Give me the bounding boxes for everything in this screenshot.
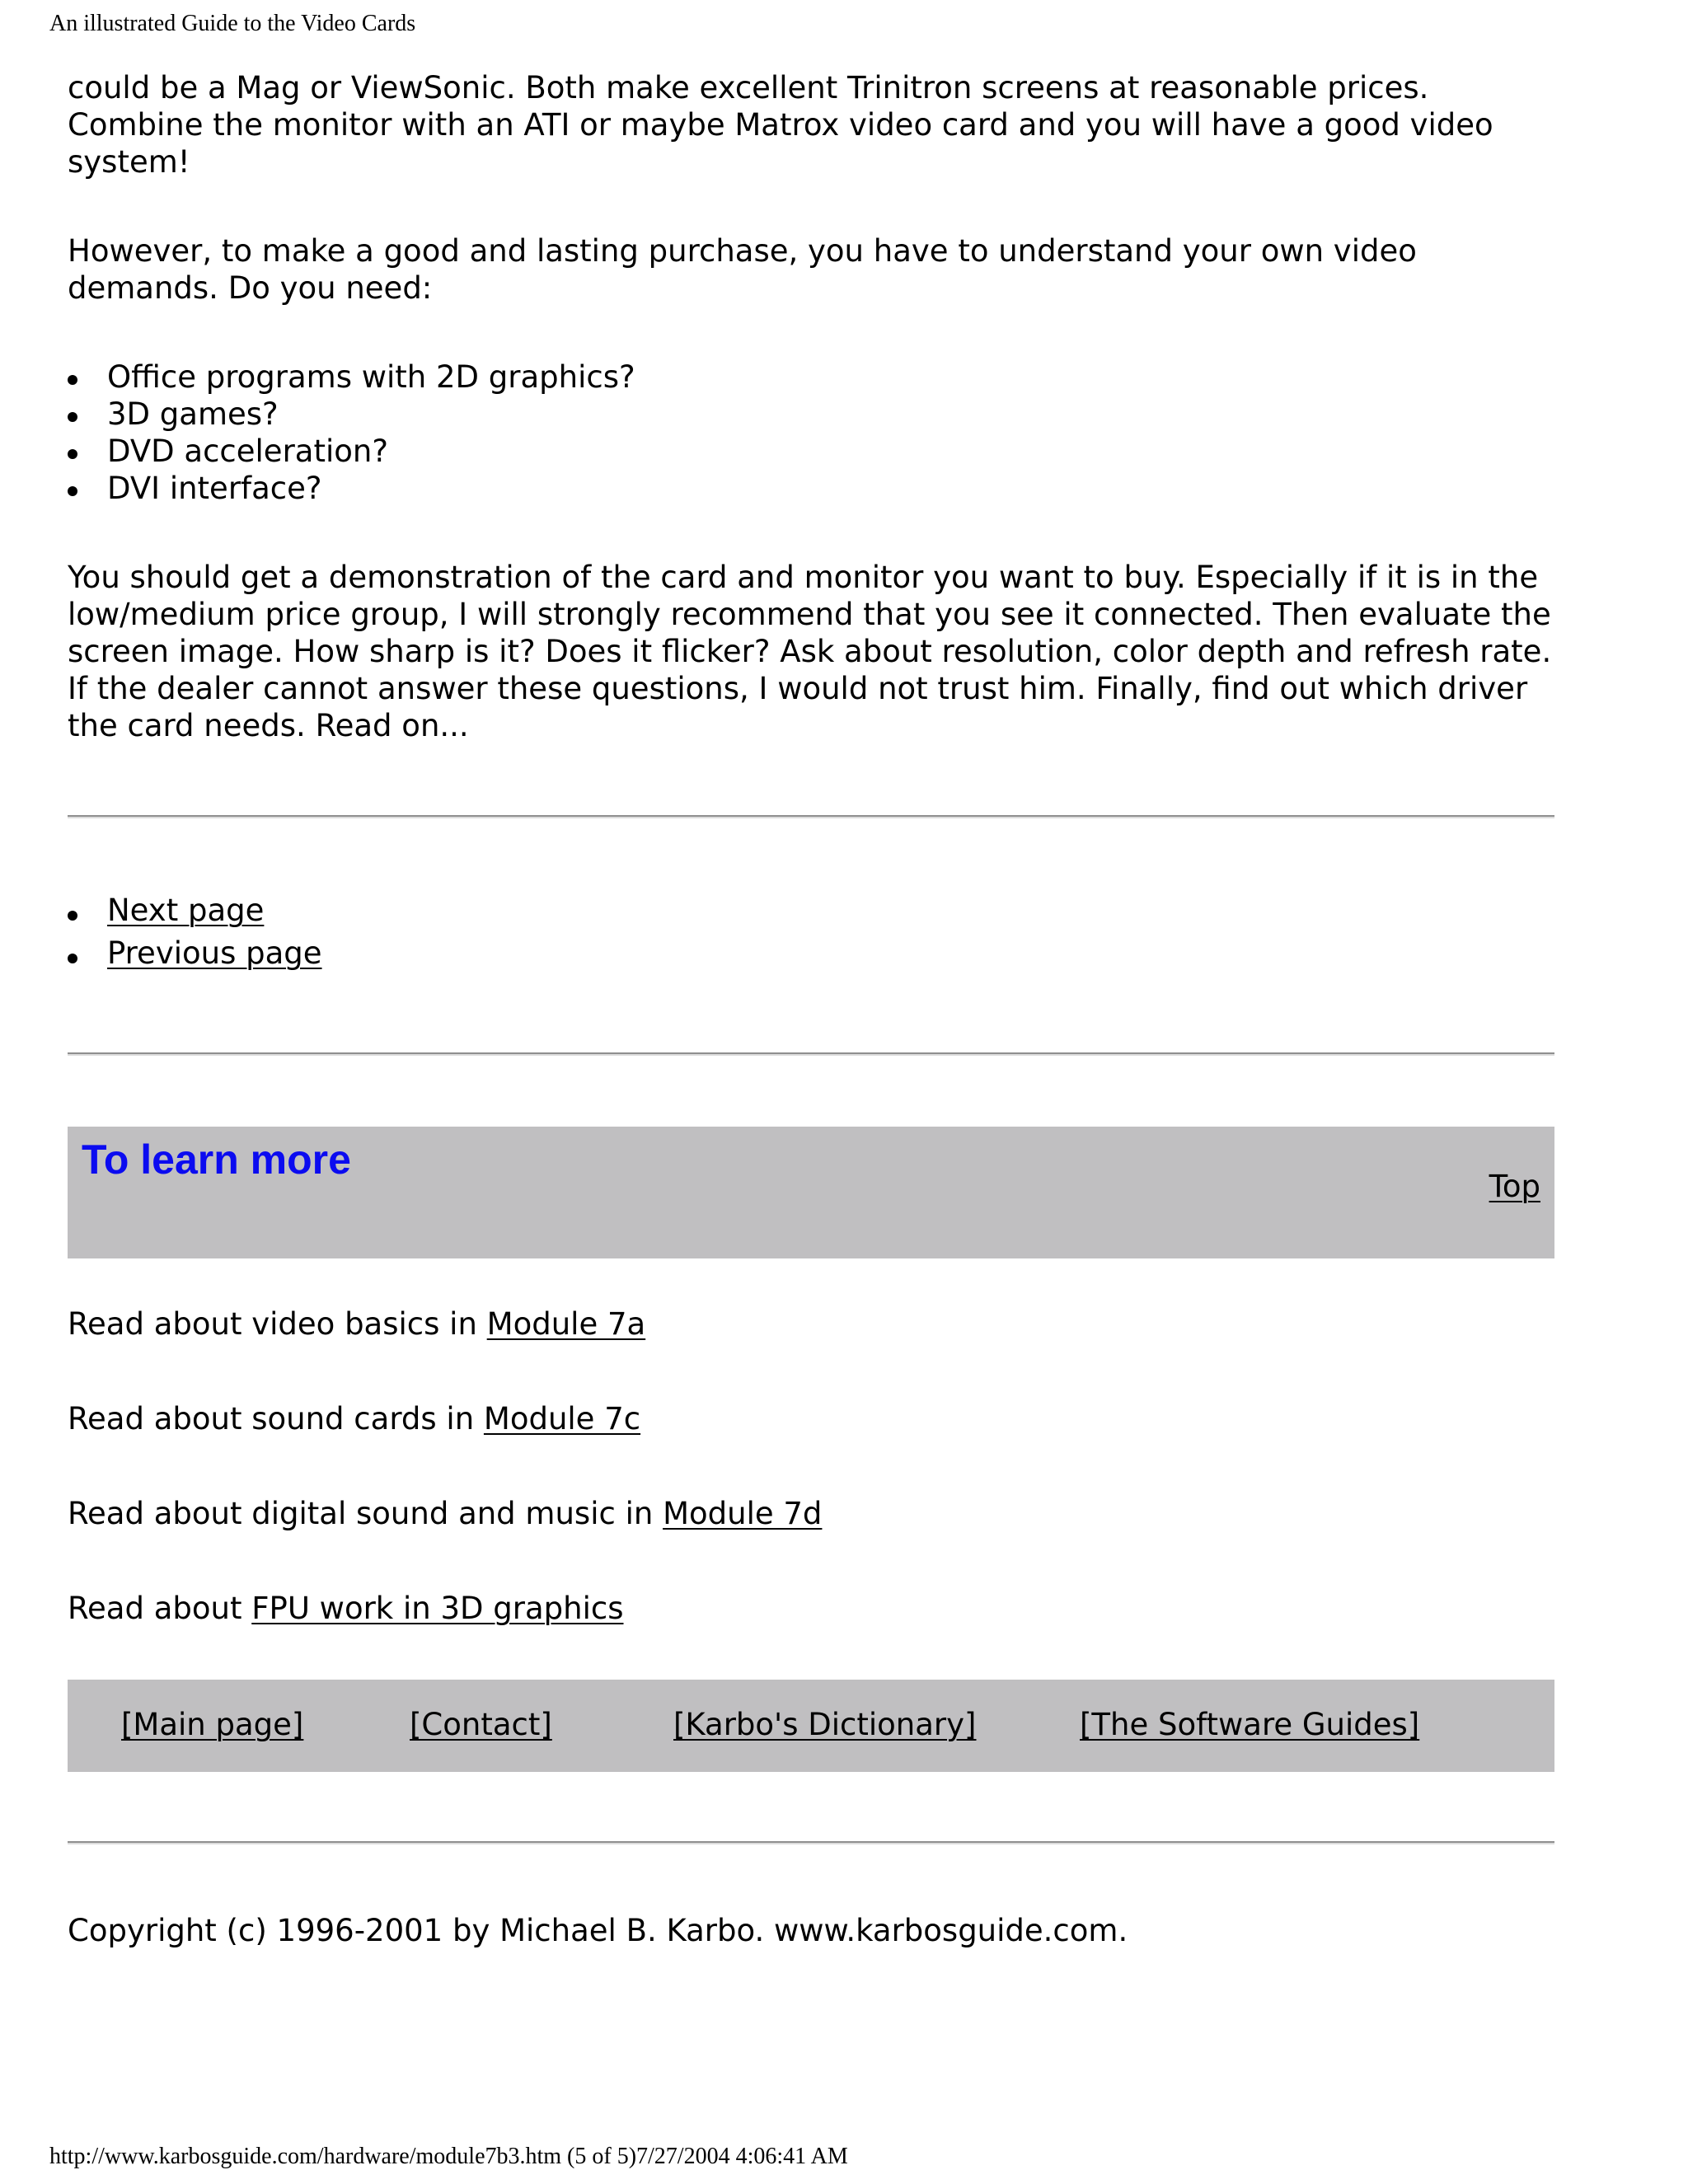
software-guides-link-text[interactable]: [The Software Guides]: [1080, 1707, 1420, 1742]
list-item: [68, 396, 1554, 433]
learn-more-item: [68, 1590, 1554, 1627]
list-item: [68, 359, 1554, 396]
learn-more-header: [68, 1127, 1554, 1258]
module-7c-link[interactable]: Module 7c: [483, 1401, 641, 1436]
fpu-3d-graphics-link[interactable]: FPU work in 3D graphics: [251, 1591, 624, 1626]
learn-more-item: [68, 1495, 1554, 1532]
top-link[interactable]: Top: [1489, 1169, 1540, 1204]
software-guides-link[interactable]: [1080, 1706, 1419, 1743]
bullet-icon: [68, 954, 77, 963]
list-item: [68, 433, 1554, 470]
module-7a-link[interactable]: Module 7a: [486, 1306, 646, 1342]
learn-more-item: [68, 1400, 1554, 1437]
copyright: Copyright (c) 1996-2001 by Michael B. Karbo. www.karbosguide.com.: [68, 1913, 1128, 1948]
bullet-icon: [68, 486, 77, 496]
main-page-link[interactable]: [121, 1706, 303, 1743]
intro-paragraph-1: could be a Mag or ViewSonic. Both make excellent Trinitron screens at reasonable prices. Combine the monitor with an ATI or maybe Matrox video card and you will have a good video system!: [68, 70, 1493, 180]
contact-link[interactable]: [410, 1706, 552, 1743]
list-item: [68, 470, 1554, 507]
page-nav-list: [68, 889, 1554, 975]
bullet-icon: [68, 449, 77, 459]
list-item-label: DVI interface?: [107, 471, 322, 506]
next-page-link[interactable]: Next page: [107, 893, 265, 928]
main-page-link-text[interactable]: [Main page]: [121, 1707, 304, 1742]
intro-paragraph-2: However, to make a good and lasting purchase, you have to understand your own video demands. Do you need:: [68, 233, 1417, 306]
list-item-label: Office programs with 2D graphics?: [107, 359, 635, 395]
learn-more-item: [68, 1305, 1554, 1343]
learn-more-item-prefix: Read about video basics in: [68, 1306, 487, 1342]
dictionary-link[interactable]: [673, 1706, 976, 1743]
list-item-label: DVD acceleration?: [107, 434, 388, 469]
needs-list: [68, 359, 1554, 507]
print-footer: http://www.karbosguide.com/hardware/module7b3.htm (5 of 5)7/27/2004 4:06:41 AM: [49, 2144, 848, 2169]
main-content: [68, 69, 1554, 1949]
module-7d-link[interactable]: Module 7d: [663, 1496, 823, 1531]
footer-nav-bar: [68, 1680, 1554, 1772]
dictionary-link-text[interactable]: [Karbo's Dictionary]: [673, 1707, 977, 1742]
learn-more-item-prefix: Read about: [68, 1591, 252, 1626]
bullet-icon: [68, 412, 77, 422]
print-header: An illustrated Guide to the Video Cards: [49, 11, 416, 36]
learn-more-item-prefix: Read about digital sound and music in: [68, 1496, 663, 1531]
intro-paragraph-3: You should get a demonstration of the card and monitor you want to buy. Especially if it is in the low/medium price group, I will strongly recommend that you see it connected. Then evaluate the screen image. How sharp is it? Does it flicker? Ask about resolution, color depth and refresh rate. If the dealer cannot answer these questions, I would not trust him. Finally, find out which driver the card needs. Read on...: [68, 560, 1552, 743]
learn-more-title: To learn more: [82, 1137, 351, 1183]
previous-page-link[interactable]: Previous page: [107, 935, 322, 971]
learn-more-item-prefix: Read about sound cards in: [68, 1401, 484, 1436]
list-item: [68, 932, 1554, 975]
contact-link-text[interactable]: [Contact]: [410, 1707, 552, 1742]
list-item-label: 3D games?: [107, 396, 279, 432]
bullet-icon: [68, 911, 77, 921]
list-item: [68, 889, 1554, 932]
bullet-icon: [68, 375, 77, 385]
